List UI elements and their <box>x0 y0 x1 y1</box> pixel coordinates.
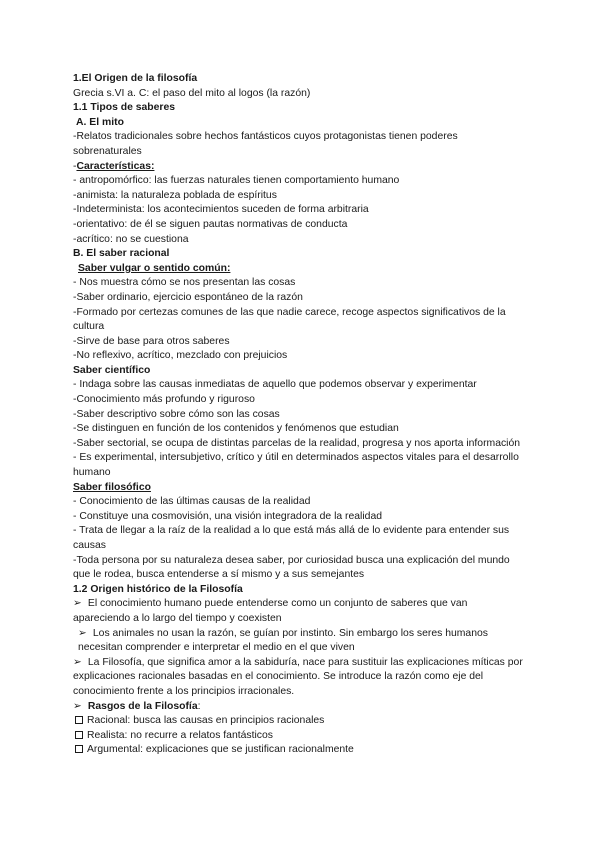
list-item: - Nos muestra cómo se nos presentan las cosas <box>73 277 296 289</box>
list-item: -Conocimiento más profundo y riguroso <box>73 394 255 406</box>
document-title: 1.El Origen de la filosofía <box>73 73 198 84</box>
arrow-bullet-icon: ➢ <box>78 627 87 639</box>
saber-vulgar-heading: Saber vulgar o sentido común: <box>78 262 231 274</box>
list-item: -No reflexivo, acrítico, mezclado con prejuicios <box>73 350 288 362</box>
list-item: -Formado por certezas comunes de las que nadie carece, recoge aspectos significativos de la cultura <box>73 306 506 333</box>
section-1-1-heading: 1.1 Tipos de saberes <box>73 102 176 114</box>
checkbox-list-item <box>73 729 524 744</box>
list-item: -Saber ordinario, ejercicio espontáneo de la razón <box>73 291 303 303</box>
arrow-list-item <box>73 656 524 700</box>
list-item: -Saber descriptivo sobre cómo son las cosas <box>73 408 280 420</box>
list-item: -animista: la naturaleza poblada de espíritus <box>73 189 277 201</box>
list-item: -Indeterminista: los acontecimientos suceden de forma arbitraria <box>73 204 369 216</box>
list-item: -acrítico: no se cuestiona <box>73 233 189 245</box>
list-item: -orientativo: de él se siguen pautas normativas de conducta <box>73 218 348 230</box>
caracteristicas-prefix: - <box>73 160 77 172</box>
checkbox-list-text: Argumental: explicaciones que se justifican racionalmente <box>87 744 354 756</box>
arrow-bullet-icon: ➢ <box>73 656 82 668</box>
list-item: - Conocimiento de las últimas causas de la realidad <box>73 496 311 508</box>
mito-definition: -Relatos tradicionales sobre hechos fantásticos cuyos protagonistas tienen poderes sobrenaturales <box>73 131 458 157</box>
arrow-list-text: Los animales no usan la razón, se guían por instinto. Sin embargo los seres humanos necesitan comprender e interpretar el medio en el que viven <box>78 627 488 654</box>
list-item: - Es experimental, intersubjetivo, crítico y útil en determinados aspectos vitales para el desarrollo humano <box>73 452 519 479</box>
subsection-a-heading: A. El mito <box>76 116 124 128</box>
rasgos-heading <box>73 700 524 715</box>
subsection-b-heading: B. El saber racional <box>73 248 170 260</box>
checkbox-list-item <box>73 743 524 758</box>
list-item: - Trata de llegar a la raíz de la realidad a lo que está más allá de lo evidente para entender sus causas <box>73 525 510 551</box>
list-item: -Se distinguen en función de los contenidos y fenómenos que estudian <box>73 423 399 435</box>
checkbox-list-item <box>73 714 524 729</box>
rasgos-colon: : <box>197 700 201 712</box>
checkbox-list-text: Realista: no recurre a relatos fantásticos <box>87 729 273 741</box>
list-item: - Constituye una cosmovisión, una visión integradora de la realidad <box>73 510 383 522</box>
checkbox-list-text: Racional: busca las causas en principios racionales <box>87 715 325 727</box>
arrow-list-text: La Filosofía, que significa amor a la sabiduría, nace para sustituir las explicaciones míticas por explicaciones racionales basadas en el conocimiento. Se introduce la razón como eje del conocimiento frente a los principios irracionales. <box>73 656 523 697</box>
checkbox-bullet-icon <box>75 731 83 739</box>
checkbox-bullet-icon <box>75 745 83 753</box>
caracteristicas-label: Características: <box>76 160 155 172</box>
list-item: -Sirve de base para otros saberes <box>73 335 230 347</box>
list-item: -Saber sectorial, se ocupa de distintas parcelas de la realidad, progresa y nos aporta información <box>73 437 521 449</box>
saber-filosofico-heading: Saber filosófico <box>73 481 151 493</box>
arrow-bullet-icon: ➢ <box>73 700 82 712</box>
arrow-bullet-icon: ➢ <box>73 598 82 610</box>
document-subtitle: Grecia s.VI a. C: el paso del mito al logos (la razón) <box>73 87 311 99</box>
arrow-list-text: El conocimiento humano puede entenderse como un conjunto de saberes que van apareciendo a lo largo del tiempo y coexisten <box>73 598 468 624</box>
arrow-list-item <box>73 597 524 626</box>
caracteristicas-heading <box>73 160 524 175</box>
rasgos-label: Rasgos de la Filosofía <box>87 700 198 712</box>
arrow-list-item <box>73 627 524 656</box>
checkbox-bullet-icon <box>75 716 83 724</box>
list-item: - Indaga sobre las causas inmediatas de aquello que podemos observar y experimentar <box>73 379 477 391</box>
list-item: - antropomórfico: las fuerzas naturales tienen comportamiento humano <box>73 175 400 187</box>
list-item: -Toda persona por su naturaleza desea saber, por curiosidad busca una explicación del mundo que le rodea, busca entenderse a sí mismo y a sus semejantes <box>73 554 510 581</box>
saber-cientifico-heading: Saber científico <box>73 364 151 376</box>
section-1-2-heading: 1.2 Origen histórico de la Filosofía <box>73 583 243 595</box>
